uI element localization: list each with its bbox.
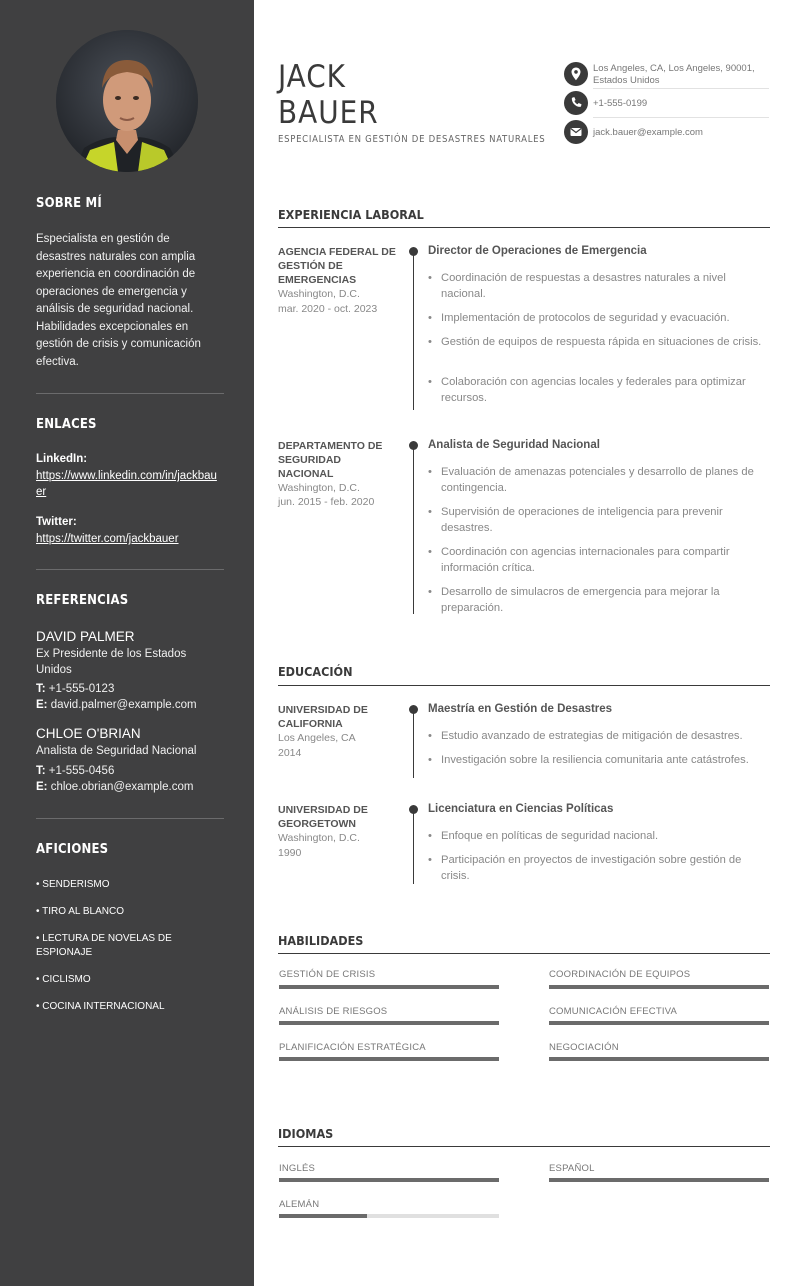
- skills-heading: HABILIDADES: [278, 933, 364, 948]
- first-name: JACK: [278, 59, 346, 95]
- linkedin-link[interactable]: https://www.linkedin.com/in/jackbauer: [36, 470, 217, 498]
- skill-label: COMUNICACIÓN EFECTIVA: [549, 1006, 678, 1017]
- phone-icon: [564, 91, 588, 115]
- phone-value: +1-555-0123: [48, 683, 115, 695]
- education-year: 1990: [278, 847, 302, 859]
- phone-label: T:: [36, 765, 46, 777]
- experience-bullet: • Coordinación de respuestas a desastres naturales a nivel nacional.: [428, 270, 770, 302]
- contact-email: jack.bauer@example.com: [593, 127, 703, 138]
- linkedin-label: LinkedIn:: [36, 453, 88, 465]
- skill-bar: [279, 1021, 499, 1025]
- education-degree: Licenciatura en Ciencias Políticas: [428, 803, 614, 815]
- hobby-item: • LECTURA DE NOVELAS DE ESPIONAJE: [36, 933, 172, 958]
- experience-bullet: • Supervisión de operaciones de inteligencia para prevenir desastres.: [428, 504, 770, 536]
- reference-name: DAVID PALMER: [36, 629, 135, 644]
- divider: [36, 818, 224, 819]
- experience-bullet: • Coordinación con agencias internacionales para compartir información crítica.: [428, 544, 770, 576]
- email-label: E:: [36, 699, 48, 711]
- skill-label: PLANIFICACIÓN ESTRATÉGICA: [279, 1042, 426, 1053]
- reference-phone: [36, 765, 114, 777]
- twitter-label: Twitter:: [36, 516, 77, 528]
- timeline-dot: [409, 705, 418, 714]
- hobby-item: • TIRO AL BLANCO: [36, 906, 124, 917]
- timeline-dot: [409, 805, 418, 814]
- section-rule: [278, 227, 770, 228]
- timeline-dot: [409, 247, 418, 256]
- education-location: Los Angeles, CA: [278, 732, 356, 744]
- skill-bar-fill: [279, 985, 499, 989]
- education-bullet: • Investigación sobre la resiliencia comunitaria ante catástrofes.: [428, 752, 770, 768]
- contact-address: Los Angeles, CA, Los Angeles, 90001, Estados Unidos: [593, 63, 755, 86]
- language-label: INGLÉS: [279, 1163, 316, 1174]
- reference-phone: [36, 683, 114, 695]
- divider: [36, 393, 224, 394]
- skill-bar-fill: [549, 1057, 769, 1061]
- skill-bar: [549, 1021, 769, 1025]
- sidebar: [0, 0, 254, 1286]
- skill-label: ANÁLISIS DE RIESGOS: [279, 1006, 388, 1017]
- hobby-item: • COCINA INTERNACIONAL: [36, 1001, 165, 1012]
- skill-label: COORDINACIÓN DE EQUIPOS: [549, 969, 691, 980]
- experience-location: Washington, D.C.: [278, 482, 360, 494]
- languages-heading: IDIOMAS: [278, 1126, 334, 1141]
- education-degree: Maestría en Gestión de Desastres: [428, 703, 613, 715]
- timeline-line: [413, 252, 414, 410]
- references-heading: REFERENCIAS: [36, 593, 129, 608]
- experience-org: AGENCIA FEDERAL DE GESTIÓN DE EMERGENCIAS: [278, 246, 396, 286]
- skill-bar: [549, 1057, 769, 1061]
- experience-bullet: • Evaluación de amenazas potenciales y desarrollo de planes de contingencia.: [428, 464, 770, 496]
- experience-bullet: • Gestión de equipos de respuesta rápida en situaciones de crisis.: [428, 334, 770, 350]
- reference-email: [36, 699, 197, 711]
- language-bar-fill: [549, 1178, 769, 1182]
- reference-email: [36, 781, 193, 793]
- timeline-line: [413, 446, 414, 614]
- skill-bar-fill: [279, 1021, 499, 1025]
- section-rule: [278, 685, 770, 686]
- language-label: ALEMÁN: [279, 1199, 320, 1210]
- skill-label: GESTIÓN DE CRISIS: [279, 969, 376, 980]
- education-bullet: • Enfoque en políticas de seguridad nacional.: [428, 828, 770, 844]
- experience-heading: EXPERIENCIA LABORAL: [278, 207, 424, 222]
- email-label: E:: [36, 781, 48, 793]
- experience-dates: mar. 2020 - oct. 2023: [278, 303, 378, 315]
- email-icon: [564, 120, 588, 144]
- language-bar: [279, 1178, 499, 1182]
- skill-label: NEGOCIACIÓN: [549, 1042, 619, 1053]
- hobby-item: • SENDERISMO: [36, 879, 110, 890]
- profile-photo: [56, 30, 198, 172]
- contact-phone: +1-555-0199: [593, 98, 648, 109]
- phone-label: T:: [36, 683, 46, 695]
- section-rule: [278, 953, 770, 954]
- hobbies-heading: AFICIONES: [36, 842, 109, 857]
- last-name: BAUER: [278, 95, 379, 131]
- education-location: Washington, D.C.: [278, 832, 360, 844]
- job-title: ESPECIALISTA EN GESTIÓN DE DESASTRES NATURALES: [278, 134, 546, 145]
- about-text: Especialista en gestión de desastres naturales con amplia experiencia en coordinación de operaciones de emergencia y análisis de seguridad nacional. Habilidades excepcionales en gestión de crisis y comunicación efectiva.: [36, 233, 201, 368]
- experience-dates: jun. 2015 - feb. 2020: [278, 496, 375, 508]
- email-value: chloe.obrian@example.com: [50, 781, 194, 793]
- hobby-item: • CICLISMO: [36, 974, 91, 985]
- language-bar: [279, 1214, 499, 1218]
- email-value: david.palmer@example.com: [50, 699, 197, 711]
- reference-title: Analista de Seguridad Nacional: [36, 745, 197, 757]
- language-bar: [549, 1178, 769, 1182]
- reference-name: CHLOE O'BRIAN: [36, 726, 141, 741]
- experience-org: DEPARTAMENTO DE SEGURIDAD NACIONAL: [278, 440, 383, 480]
- experience-bullet: • Implementación de protocolos de seguridad y evacuación.: [428, 310, 770, 326]
- education-org: UNIVERSIDAD DE GEORGETOWN: [278, 804, 368, 830]
- timeline-line: [413, 810, 414, 884]
- experience-bullet: • Desarrollo de simulacros de emergencia para mejorar la preparación.: [428, 584, 770, 616]
- education-year: 2014: [278, 747, 302, 759]
- links-heading: ENLACES: [36, 417, 97, 432]
- timeline-dot: [409, 441, 418, 450]
- location-pin-icon: [564, 62, 588, 86]
- about-heading: SOBRE MÍ: [36, 196, 102, 211]
- skill-bar-fill: [549, 1021, 769, 1025]
- skill-bar-fill: [279, 1057, 499, 1061]
- divider: [593, 88, 769, 89]
- education-bullet: • Estudio avanzado de estrategias de mitigación de desastres.: [428, 728, 770, 744]
- education-heading: EDUCACIÓN: [278, 664, 353, 679]
- skill-bar: [279, 1057, 499, 1061]
- divider: [593, 117, 769, 118]
- section-rule: [278, 1146, 770, 1147]
- skill-bar-fill: [549, 985, 769, 989]
- experience-role: Director de Operaciones de Emergencia: [428, 245, 647, 257]
- avatar: [56, 30, 198, 172]
- experience-role: Analista de Seguridad Nacional: [428, 439, 600, 451]
- language-bar-fill: [279, 1178, 499, 1182]
- language-bar-fill: [279, 1214, 367, 1218]
- language-label: ESPAÑOL: [549, 1163, 595, 1174]
- experience-bullet: • Colaboración con agencias locales y federales para optimizar recursos.: [428, 374, 770, 406]
- timeline-line: [413, 710, 414, 778]
- skill-bar: [279, 985, 499, 989]
- divider: [36, 569, 224, 570]
- education-bullet: • Participación en proyectos de investigación sobre gestión de crisis.: [428, 852, 770, 884]
- experience-location: Washington, D.C.: [278, 288, 360, 300]
- phone-value: +1-555-0456: [48, 765, 115, 777]
- reference-title: Ex Presidente de los Estados Unidos: [36, 648, 187, 676]
- skill-bar: [549, 985, 769, 989]
- education-org: UNIVERSIDAD DE CALIFORNIA: [278, 704, 368, 730]
- twitter-link[interactable]: https://twitter.com/jackbauer: [36, 533, 179, 545]
